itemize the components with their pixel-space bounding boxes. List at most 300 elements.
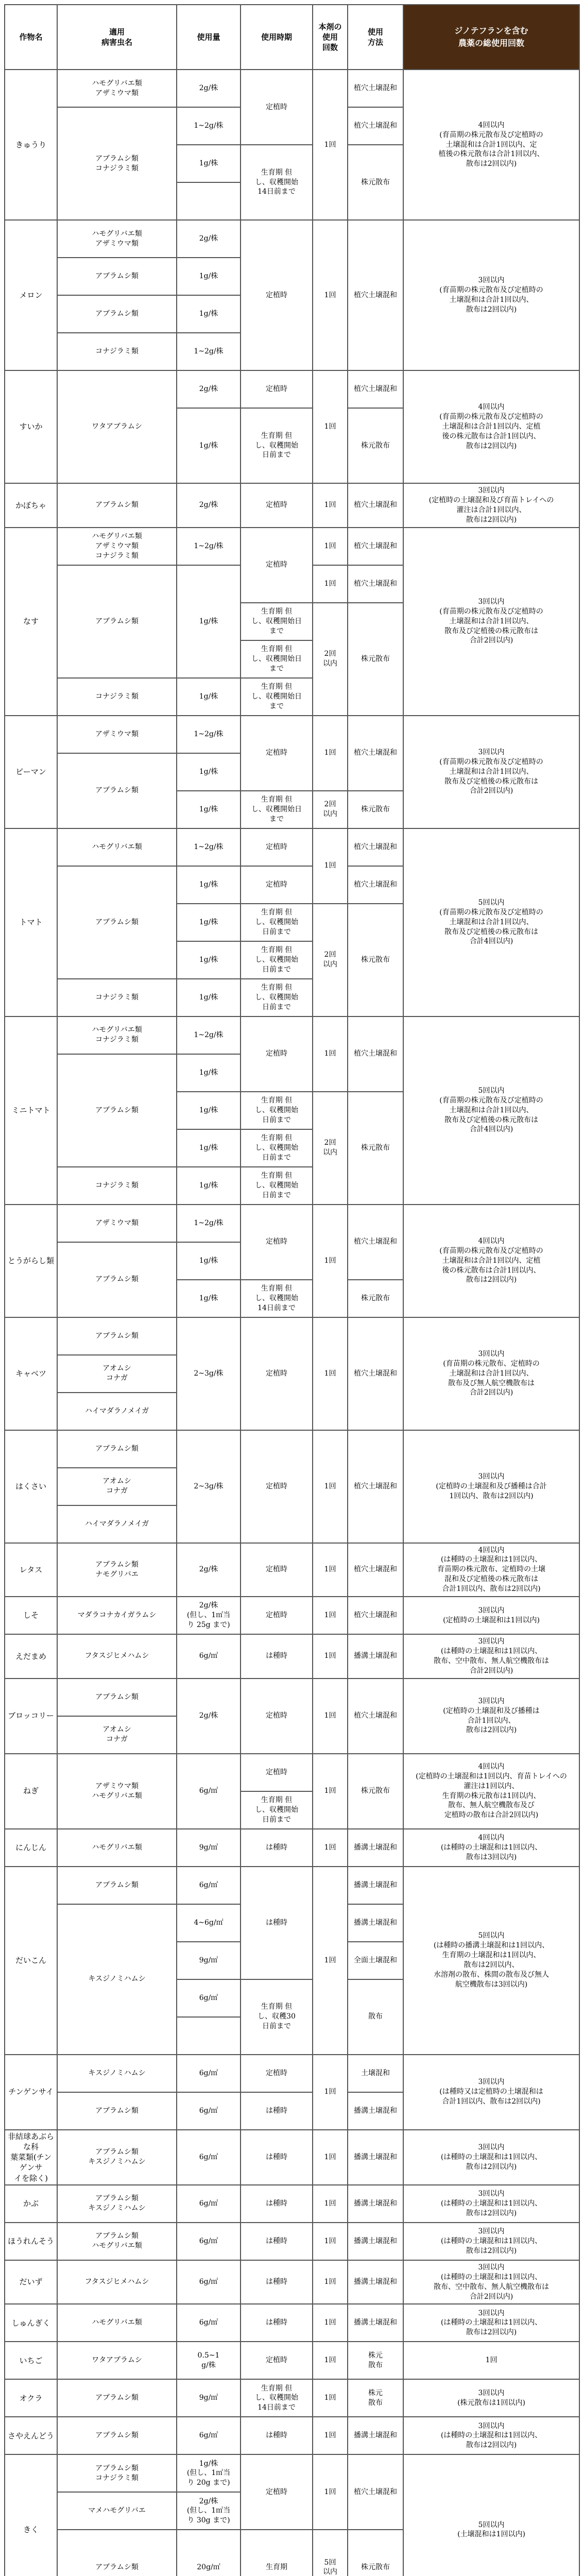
table-cell: キスジノミハムシ xyxy=(57,1904,177,2055)
table-cell: 播溝土壌混和 xyxy=(348,1634,403,1679)
crop-name-cell: だいず xyxy=(5,2260,57,2304)
table-cell: 1回 xyxy=(313,1597,348,1634)
table-cell: 株元 散布 xyxy=(348,2379,403,2417)
table-cell: 1g/株 xyxy=(177,258,241,295)
total-uses-cell: 3回以内 (定植時の土壌混和及び播種は 合計1回以内、 散布は2回以内) xyxy=(403,1679,579,1754)
table-cell: ハモグリバエ類 アザミウマ類 コナジラミ類 xyxy=(57,528,177,565)
total-uses-cell: 1回 xyxy=(403,2342,579,2379)
table-cell: 1g/株 xyxy=(177,904,241,941)
table-row xyxy=(5,220,579,258)
table-row xyxy=(5,1829,579,1867)
table-cell: 定植時 xyxy=(241,1754,313,1791)
table-cell: 株元散布 xyxy=(348,1092,403,1205)
table-row xyxy=(5,370,579,408)
table-cell: 植穴土壌混和 xyxy=(348,1597,403,1634)
crop-name-cell: チンゲンサイ xyxy=(5,2055,57,2130)
table-cell: 1回 xyxy=(313,1829,348,1867)
total-uses-cell: 3回以内 (は種時の土壌混和は1回以内、 散布は2回以内) xyxy=(403,2223,579,2260)
table-cell: 植穴土壌混和 xyxy=(348,2454,403,2530)
table-cell: 9g/㎡ xyxy=(177,1942,241,1979)
table-cell: アブラムシ類 xyxy=(57,753,177,828)
table-cell: 播溝土壌混和 xyxy=(348,1829,403,1867)
table-cell: アブラムシ類 xyxy=(57,866,177,979)
header-row xyxy=(5,5,579,70)
total-uses-cell: 4回以内 (は種時の土壌混和は1回以内、 育苗期の株元散布、定植時の土壌 混和及び定植後の株元散布は 合計1回以内、散布は2回以内) xyxy=(403,1543,579,1597)
table-cell: 1回 xyxy=(313,2454,348,2530)
table-cell: 株元散布 xyxy=(348,145,403,220)
table-cell: 生育期 但 し、収穫開始日 まで xyxy=(241,603,313,640)
table-cell: 1g/株 xyxy=(177,1280,241,1317)
header-count: 本剤の 使用 回数 xyxy=(313,5,348,70)
table-cell: 1g/株 xyxy=(177,791,241,828)
table-cell: 定植時 xyxy=(241,1543,313,1597)
table-cell: コナジラミ類 xyxy=(57,979,177,1016)
table-cell: コナジラミ類 xyxy=(57,1167,177,1205)
crop-name-cell: えだまめ xyxy=(5,1634,57,1679)
usage-table xyxy=(4,4,580,2576)
table-cell: ハモグリバエ類 コナジラミ類 xyxy=(57,1016,177,1054)
total-uses-cell: 3回以内 (は種時又は定植時の土壌混和は 合計1回以内、散布は2回以内) xyxy=(403,2055,579,2130)
crop-name-cell: だいこん xyxy=(5,1867,57,2055)
table-cell: 2回 以内 xyxy=(313,904,348,1016)
crop-name-cell: メロン xyxy=(5,220,57,370)
table-cell: 6g/㎡ xyxy=(177,1634,241,1679)
table-cell: 定植時 xyxy=(241,1597,313,1634)
table-cell: 6g/㎡ xyxy=(177,2223,241,2260)
table-row xyxy=(5,528,579,565)
table-cell: マメハモグリバエ xyxy=(57,2492,177,2530)
table-cell: 定植時 xyxy=(241,370,313,408)
table-cell: アブラムシ類 キスジノミハムシ xyxy=(57,2185,177,2223)
table-cell: 6g/㎡ xyxy=(177,2304,241,2342)
table-cell: アブラムシ類 xyxy=(57,565,177,678)
table-cell: 株元散布 xyxy=(348,791,403,828)
table-cell: 6g/㎡ xyxy=(177,1867,241,1904)
table-row xyxy=(5,2304,579,2342)
table-cell: 定植時 xyxy=(241,1016,313,1092)
table-cell: は種時 xyxy=(241,1867,313,1979)
table-cell: 1回 xyxy=(313,1430,348,1543)
table-row xyxy=(5,2055,579,2092)
table-cell: 1回 xyxy=(313,2130,348,2185)
crop-name-cell: ほうれんそう xyxy=(5,2223,57,2260)
table-cell: 播溝土壌混和 xyxy=(348,1867,403,1904)
total-uses-cell: 5回以内 (育苗期の株元散布及び定植時の 土壌混和は合計1回以内、 散布及び定植後の株元散布は 合計4回以内) xyxy=(403,828,579,1016)
table-cell: ハモグリバエ類 アザミウマ類 xyxy=(57,70,177,107)
table-cell: 2回 以内 xyxy=(313,603,348,716)
table-cell: アブラムシ類 キスジノミハムシ xyxy=(57,2130,177,2185)
table-cell: 6g/㎡ xyxy=(177,1979,241,2017)
header-disease: 適用 病害虫名 xyxy=(57,5,177,70)
table-cell: 生育期 但 し、収穫30 日前まで xyxy=(241,1979,313,2055)
table-cell: アブラムシ類 xyxy=(57,295,177,333)
table-cell: 植穴土壌混和 xyxy=(348,1543,403,1597)
table-row xyxy=(5,716,579,753)
total-uses-cell: 3回以内 (定植時の土壌混和及び育苗トレイへの 灌注は合計1回以内、 散布は2回以内) xyxy=(403,483,579,528)
table-cell: 生育期 但 し、収穫開始 日前まで xyxy=(241,904,313,941)
table-cell: 生育期 但 し、収穫開始 日前まで xyxy=(241,408,313,483)
table-row xyxy=(5,2454,579,2492)
table-cell: 1g/株 xyxy=(177,866,241,904)
table-cell: アザミウマ類 xyxy=(57,1205,177,1242)
table-row xyxy=(5,2342,579,2379)
table-cell: 2g/株 xyxy=(177,220,241,258)
table-cell: ワタアブラムシ xyxy=(57,370,177,483)
table-cell: コナジラミ類 xyxy=(57,678,177,716)
table-cell: 播溝土壌混和 xyxy=(348,2304,403,2342)
total-uses-cell: 3回以内 (株元散布は1回以内) xyxy=(403,2379,579,2417)
table-cell: 1g/株 xyxy=(177,145,241,182)
total-uses-cell: 3回以内 (定植時の土壌混和及び播種は合計 1回以内、散布は2回以内) xyxy=(403,1430,579,1543)
table-cell: 0.5~1 g/株 xyxy=(177,2342,241,2379)
total-uses-cell: 3回以内 (育苗期の株元散布及び定植時の 土壌混和は合計1回以内、 散布及び定植後の株元散布は 合計2回以内) xyxy=(403,528,579,716)
table-cell: は種時 xyxy=(241,2260,313,2304)
table-cell: 1g/株 xyxy=(177,408,241,483)
table-cell: 定植時 xyxy=(241,70,313,145)
crop-name-cell: かぶ xyxy=(5,2185,57,2223)
table-cell: 植穴土壌混和 xyxy=(348,1679,403,1754)
table-cell: 1回 xyxy=(313,2185,348,2223)
table-cell: 播溝土壌混和 xyxy=(348,2260,403,2304)
table-cell: ワタアブラムシ xyxy=(57,2342,177,2379)
table-cell: 生育期 但 し、収穫開始 日前まで xyxy=(241,979,313,1016)
table-cell: 植穴土壌混和 xyxy=(348,528,403,565)
table-cell: 播溝土壌混和 xyxy=(348,2092,403,2130)
table-cell: 1~2g/株 xyxy=(177,107,241,145)
table-cell: 1g/株 xyxy=(177,678,241,716)
table-row xyxy=(5,2260,579,2304)
crop-name-cell: レタス xyxy=(5,1543,57,1597)
table-cell: 生育期 但 し、収穫開始 14日前まで xyxy=(241,145,313,220)
table-cell: 定植時 xyxy=(241,716,313,791)
crop-name-cell: ピーマン xyxy=(5,716,57,828)
table-row xyxy=(5,828,579,866)
table-cell: 20g/㎡ xyxy=(177,2530,241,2576)
table-cell: 2g/株 xyxy=(177,483,241,528)
table-cell: 播溝土壌混和 xyxy=(348,2223,403,2260)
table-cell: 6g/㎡ xyxy=(177,2130,241,2185)
table-cell: 植穴土壌混和 xyxy=(348,1317,403,1430)
crop-name-cell: しゅんぎく xyxy=(5,2304,57,2342)
table-cell: コナジラミ類 xyxy=(57,333,177,370)
table-cell: 植穴土壌混和 xyxy=(348,716,403,791)
table-cell: 1~2g/株 xyxy=(177,716,241,753)
crop-name-cell: きゅうり xyxy=(5,70,57,220)
table-cell: 定植時 xyxy=(241,828,313,866)
table-cell: フタスジヒメハムシ xyxy=(57,1634,177,1679)
table-cell: 定植時 xyxy=(241,528,313,603)
table-cell: ハモグリバエ類 アザミウマ類 xyxy=(57,220,177,258)
table-cell: 1回 xyxy=(313,2379,348,2417)
table-row xyxy=(5,1317,579,1355)
table-cell: 播溝土壌混和 xyxy=(348,2417,403,2454)
table-cell: 1回 xyxy=(313,528,348,565)
table-cell: マダラコナカイガラムシ xyxy=(57,1597,177,1634)
table-cell: 株元散布 xyxy=(348,1754,403,1829)
table-row xyxy=(5,483,579,528)
table-cell: 1回 xyxy=(313,1867,348,2055)
table-cell: アザミウマ類 ハモグリバエ類 xyxy=(57,1754,177,1829)
total-uses-cell: 3回以内 (は種時の土壌混和は1回以内、 散布、空中散布、無人航空機散布は 合計2回以内) xyxy=(403,2260,579,2304)
table-cell: 6g/㎡ xyxy=(177,2092,241,2130)
total-uses-cell: 4回以内 (は種時の土壌混和は1回以内、 散布は3回以内) xyxy=(403,1829,579,1867)
table-row xyxy=(5,2223,579,2260)
table-cell: 生育期 但 し、収穫開始 日前まで xyxy=(241,941,313,979)
crop-name-cell: 非結球あぶらな科 葉菜類(チンゲンサ イを除く) xyxy=(5,2130,57,2185)
total-uses-cell: 3回以内 (育苗期の株元散布、定植時の 土壌混和は合計1回以内、 散布及び無人航空機散布は 合計2回以内) xyxy=(403,1317,579,1430)
table-cell: アブラムシ類 xyxy=(57,483,177,528)
table-cell: 9g/㎡ xyxy=(177,2379,241,2417)
table-cell: 定植時 xyxy=(241,1205,313,1280)
total-uses-cell: 3回以内 (育苗期の株元散布及び定植時の 土壌混和は合計1回以内、 散布及び定植後の株元散布は 合計2回以内) xyxy=(403,716,579,828)
table-cell: アブラムシ類 xyxy=(57,258,177,295)
table-cell: 株元散布 xyxy=(348,603,403,716)
table-cell: 1~2g/株 xyxy=(177,528,241,565)
table-cell: 1~2g/株 xyxy=(177,828,241,866)
table-row xyxy=(5,1016,579,1054)
table-cell: 1回 xyxy=(313,1016,348,1092)
table-cell: 1回 xyxy=(313,565,348,603)
table-row xyxy=(5,2130,579,2185)
table-cell: アブラムシ類 xyxy=(57,2379,177,2417)
crop-name-cell: ブロッコリー xyxy=(5,1679,57,1754)
table-row xyxy=(5,1634,579,1679)
table-cell: は種時 xyxy=(241,2185,313,2223)
table-cell: アブラムシ類 xyxy=(57,1317,177,1355)
total-uses-cell: 3回以内 (定植時の土壌混和は1回以内) xyxy=(403,1597,579,1634)
table-cell: 2g/株 xyxy=(177,1679,241,1754)
table-cell: 株元散布 xyxy=(348,408,403,483)
table-cell: は種時 xyxy=(241,1634,313,1679)
total-uses-cell: 4回以内 (定植時の土壌混和は1回以内、育苗トレイへの 灌注は1回以内、 生育期の株元散布は1回以内、 散布、無人航空機散布及び 定植時の散布は合計2回以内) xyxy=(403,1754,579,1829)
table-cell: 生育期 xyxy=(241,2530,313,2576)
crop-name-cell: きく xyxy=(5,2454,57,2576)
crop-name-cell: とうがらし類 xyxy=(5,1205,57,1317)
table-cell: 1回 xyxy=(313,1205,348,1317)
table-row xyxy=(5,1754,579,1791)
crop-name-cell: いちご xyxy=(5,2342,57,2379)
table-cell: 4~6g/㎡ xyxy=(177,1904,241,1942)
total-uses-cell: 3回以内 (は種時の土壌混和は1回以内、 散布は2回以内) xyxy=(403,2417,579,2454)
table-cell: アブラムシ類 xyxy=(57,2530,177,2576)
table-cell: 植穴土壌混和 xyxy=(348,866,403,904)
table-cell: アブラムシ類 ナモグリバエ xyxy=(57,1543,177,1597)
header-crop: 作物名 xyxy=(5,5,57,70)
table-cell: アブラムシ類 xyxy=(57,1054,177,1167)
crop-name-cell: さやえんどう xyxy=(5,2417,57,2454)
table-cell: アザミウマ類 xyxy=(57,716,177,753)
table-cell: 播溝土壌混和 xyxy=(348,2130,403,2185)
table-cell: 植穴土壌混和 xyxy=(348,1205,403,1280)
table-cell: 1回 xyxy=(313,716,348,791)
table-cell: 1~2g/株 xyxy=(177,333,241,370)
table-cell: 1回 xyxy=(313,220,348,370)
table-cell: 1回 xyxy=(313,1634,348,1679)
table-cell: 植穴土壌混和 xyxy=(348,370,403,408)
total-uses-cell: 3回以内 (は種時の土壌混和は1回以内、 散布は2回以内) xyxy=(403,2130,579,2185)
total-uses-cell: 5回以内 (土壌混和は1回以内) xyxy=(403,2454,579,2576)
table-cell: 1回 xyxy=(313,70,348,220)
table-cell: 1回 xyxy=(313,828,348,904)
header-total-uses: ジノテフランを含む 農薬の総使用回数 xyxy=(403,5,579,70)
table-cell: 生育期 但 し、収穫開始 日前まで xyxy=(241,1092,313,1129)
total-uses-cell: 4回以内 (育苗期の株元散布及び定植時の 土壌混和は合計1回以内、定植 後の株元散布は合計1回以内、 散布は2回以内) xyxy=(403,370,579,483)
table-row xyxy=(5,1679,579,1716)
table-cell: 1~2g/株 xyxy=(177,1016,241,1054)
table-row xyxy=(5,1430,579,1468)
table-cell: アブラムシ類 xyxy=(57,2417,177,2454)
table-cell: 植穴土壌混和 xyxy=(348,1430,403,1543)
table-cell: 6g/㎡ xyxy=(177,2417,241,2454)
table-cell: アオムシ コナガ xyxy=(57,1355,177,1393)
table-cell: 1回 xyxy=(313,2417,348,2454)
table-cell: アブラムシ類 xyxy=(57,1242,177,1317)
table-cell: 1g/株 xyxy=(177,1167,241,1205)
table-cell: 1回 xyxy=(313,483,348,528)
table-cell: 植穴土壌混和 xyxy=(348,828,403,866)
table-cell: 1回 xyxy=(313,2342,348,2379)
table-row xyxy=(5,1597,579,1634)
table-cell: 1回 xyxy=(313,1543,348,1597)
table-cell: 生育期 但 し、収穫開始 14日前まで xyxy=(241,2379,313,2417)
table-cell: は種時 xyxy=(241,1829,313,1867)
table-cell: 1回 xyxy=(313,2055,348,2130)
table-cell: は種時 xyxy=(241,2130,313,2185)
table-cell: は種時 xyxy=(241,2304,313,2342)
table-cell: 1g/株 xyxy=(177,1092,241,1129)
table-cell: 植穴土壌混和 xyxy=(348,483,403,528)
table-cell: 生育期 但 し、収穫開始日 まで xyxy=(241,678,313,716)
table-cell: 生育期 但 し、収穫開始 日前まで xyxy=(241,1129,313,1167)
table-cell xyxy=(177,182,241,220)
table-cell: 2回 以内 xyxy=(313,1092,348,1205)
table-cell: 1g/株 xyxy=(177,565,241,678)
total-uses-cell: 5回以内 (育苗期の株元散布及び定植時の 土壌混和は合計1回以内、 散布及び定植後の株元散布は 合計4回以内) xyxy=(403,1016,579,1205)
table-cell: 2~3g/株 xyxy=(177,1317,241,1430)
table-cell: は種時 xyxy=(241,2223,313,2260)
table-cell: 6g/㎡ xyxy=(177,2260,241,2304)
table-cell: アブラムシ類 ハモグリバエ類 xyxy=(57,2223,177,2260)
table-cell: ハイマダラノメイガ xyxy=(57,1393,177,1430)
table-cell: 生育期 但 し、収穫開始 日前まで xyxy=(241,1167,313,1205)
table-cell: 定植時 xyxy=(241,2055,313,2092)
table-cell: アブラムシ類 xyxy=(57,2092,177,2130)
table-cell: ハモグリバエ類 xyxy=(57,828,177,866)
table-cell: 1回 xyxy=(313,1679,348,1754)
table-row xyxy=(5,2379,579,2417)
table-cell: 植穴土壌混和 xyxy=(348,107,403,145)
table-cell: 定植時 xyxy=(241,1679,313,1754)
table-cell: 9g/㎡ xyxy=(177,1829,241,1867)
table-cell: アブラムシ類 xyxy=(57,1679,177,1716)
table-cell: 株元散布 xyxy=(348,904,403,1016)
table-row xyxy=(5,1205,579,1242)
table-cell: 1回 xyxy=(313,2223,348,2260)
table-cell: 株元 散布 xyxy=(348,2342,403,2379)
table-cell: は種時 xyxy=(241,2417,313,2454)
table-cell: アブラムシ類 コナジラミ類 xyxy=(57,107,177,220)
table-cell: 定植時 xyxy=(241,1317,313,1430)
table-cell: 1回 xyxy=(313,1754,348,1829)
table-cell: キスジノミハムシ xyxy=(57,2055,177,2092)
table-cell: アブラムシ類 xyxy=(57,1867,177,1904)
table-cell: 全面土壌混和 xyxy=(348,1942,403,1979)
total-uses-cell: 4回以内 (育苗期の株元散布及び定植時の 土壌混和は合計1回以内、定植 後の株元散布は合計1回以内、 散布は2回以内) xyxy=(403,1205,579,1317)
table-cell: 1g/株 (但し、1㎡当 り 20g まで) xyxy=(177,2454,241,2492)
table-cell: 1g/株 xyxy=(177,979,241,1016)
total-uses-cell: 3回以内 (育苗期の株元散布及び定植時の 土壌混和は合計1回以内、 散布は2回以内) xyxy=(403,220,579,370)
table-cell: 植穴土壌混和 xyxy=(348,70,403,107)
table-cell: 6g/㎡ xyxy=(177,1754,241,1829)
crop-name-cell: はくさい xyxy=(5,1430,57,1543)
table-cell: 生育期 但 し、収穫開始日 まで xyxy=(241,791,313,828)
table-cell: 2~3g/株 xyxy=(177,1430,241,1543)
table-cell: 定植時 xyxy=(241,2342,313,2379)
table-cell: 植穴土壌混和 xyxy=(348,220,403,370)
total-uses-cell: 3回以内 (は種時の土壌混和は1回以内、 散布は2回以内) xyxy=(403,2304,579,2342)
table-cell: 生育期 但 し、収穫開始日 まで xyxy=(241,640,313,678)
total-uses-cell: 5回以内 (は種時の播溝土壌混和は1回以内、 生育期の土壌混和は1回以内、 散布は2回以内、 水溶剤の散布、株間の散布及び無人 航空機散布は3回以内) xyxy=(403,1867,579,2055)
table-cell: 定植時 xyxy=(241,866,313,904)
crop-name-cell: にんじん xyxy=(5,1829,57,1867)
table-cell: 6g/㎡ xyxy=(177,2055,241,2092)
pesticide-usage-sheet xyxy=(4,4,579,2576)
table-cell: フタスジヒメハムシ xyxy=(57,2260,177,2304)
table-cell: 1g/株 xyxy=(177,941,241,979)
total-uses-cell: 3回以内 (は種時の土壌混和は1回以内、 散布、空中散布、無人航空機散布は 合計2回以内) xyxy=(403,1634,579,1679)
table-cell: 1g/株 xyxy=(177,1129,241,1167)
table-row xyxy=(5,2417,579,2454)
table-cell: 株元散布 xyxy=(348,1280,403,1317)
crop-name-cell: しそ xyxy=(5,1597,57,1634)
table-cell: 株元散布 xyxy=(348,2530,403,2576)
table-cell: 散布 xyxy=(348,1979,403,2055)
table-cell: アブラムシ類 コナジラミ類 xyxy=(57,2454,177,2492)
crop-name-cell: すいか xyxy=(5,370,57,483)
table-cell: 1g/株 xyxy=(177,295,241,333)
table-body xyxy=(5,70,579,2576)
table-cell: 生育期 但 し、収穫開始 14日前まで xyxy=(241,1280,313,1317)
table-cell: 2g/株 (但し、1㎡当 り 30g まで) xyxy=(177,2492,241,2530)
crop-name-cell: かぼちゃ xyxy=(5,483,57,528)
table-cell: 1~2g/株 xyxy=(177,1205,241,1242)
table-cell: 5回 以内 xyxy=(313,2530,348,2576)
table-cell: 植穴土壌混和 xyxy=(348,565,403,603)
table-cell: ハイマダラノメイガ xyxy=(57,1505,177,1543)
table-cell: 1g/株 xyxy=(177,753,241,791)
table-cell: アブラムシ類 xyxy=(57,1430,177,1468)
header-timing: 使用時期 xyxy=(241,5,313,70)
table-cell: 2回 以内 xyxy=(313,791,348,828)
table-cell: 1回 xyxy=(313,1317,348,1430)
table-cell: 植穴土壌混和 xyxy=(348,1016,403,1092)
crop-name-cell: なす xyxy=(5,528,57,716)
table-cell: 1g/株 xyxy=(177,1242,241,1280)
table-cell: 播溝土壌混和 xyxy=(348,2185,403,2223)
table-cell: は種時 xyxy=(241,2092,313,2130)
table-cell: 1回 xyxy=(313,370,348,483)
total-uses-cell: 3回以内 (は種時の土壌混和は1回以内、 散布は2回以内) xyxy=(403,2185,579,2223)
crop-name-cell: ねぎ xyxy=(5,1754,57,1829)
table-cell: 土壌混和 xyxy=(348,2055,403,2092)
table-cell: アオムシ コナガ xyxy=(57,1716,177,1754)
table-cell: 定植時 xyxy=(241,220,313,370)
table-cell: 1回 xyxy=(313,2304,348,2342)
crop-name-cell: ミニトマト xyxy=(5,1016,57,1205)
table-row xyxy=(5,2185,579,2223)
header-method: 使用 方法 xyxy=(348,5,403,70)
table-cell: 1回 xyxy=(313,2260,348,2304)
